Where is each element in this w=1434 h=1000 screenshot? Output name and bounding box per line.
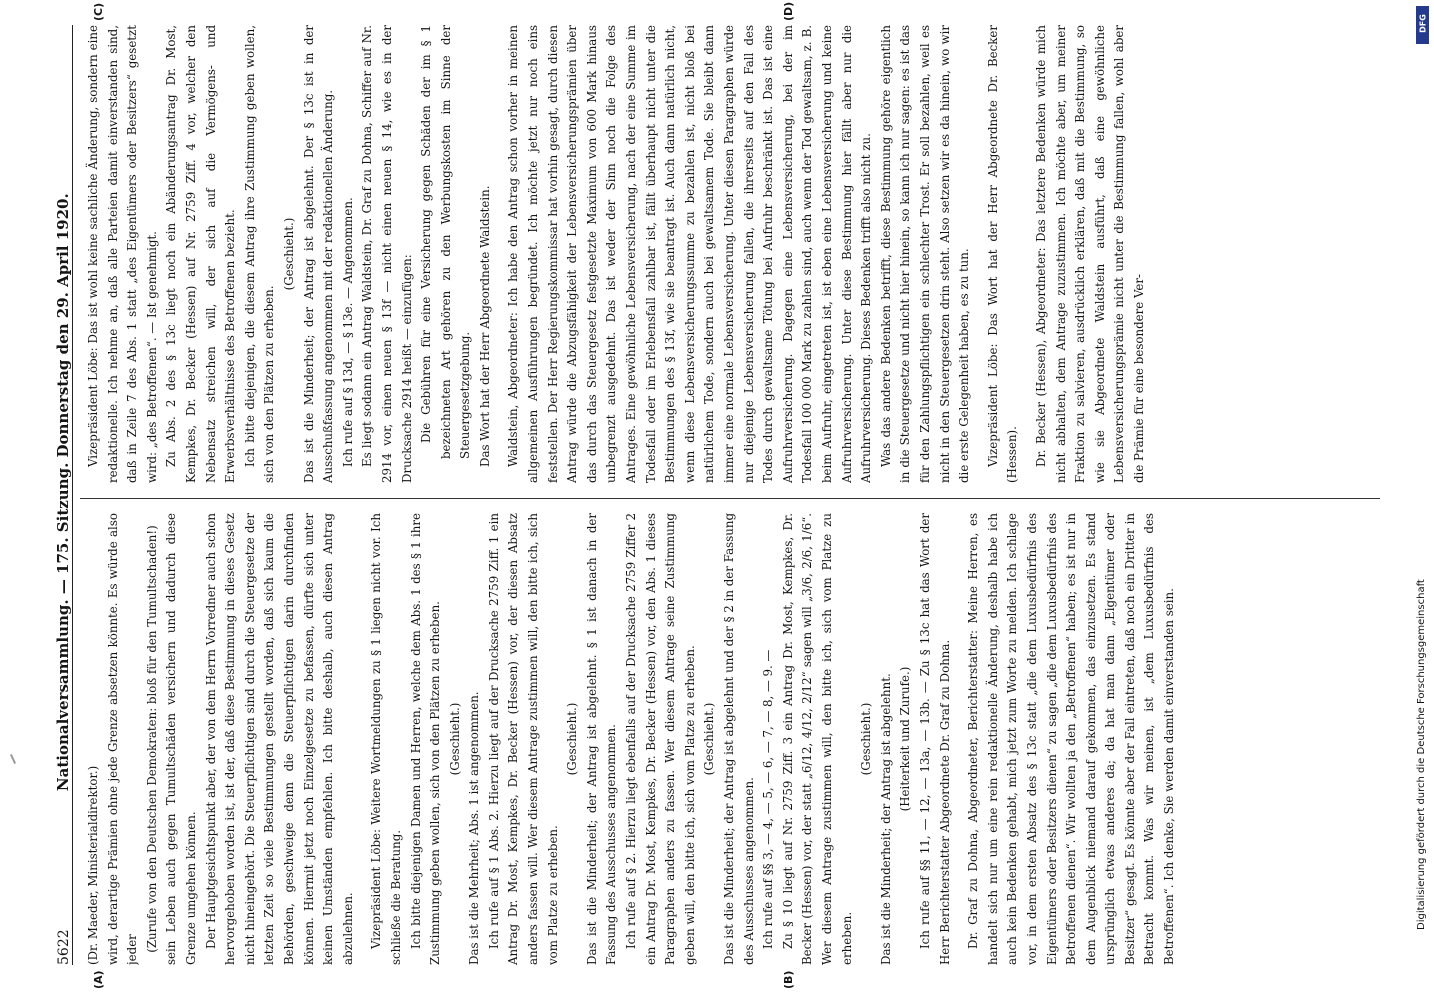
page-number: 5622 [56,929,72,965]
paragraph: Der Hauptgesichtspunkt aber, der von dem Herrn Vorredner auch schon hervorgehoben worden ist, ist der, daß diese Bestimmung in dieses Gesetz nicht hineingehört. Die Steuerpflichtigen sind durch die Steuergesetze der letzten Zeit so viele Bestimmungen gestellt worden, daß sich kaum die Behörden, geschweige denn die Steuerpflichtigen darin durchfinden können. Hiermit jetzt noch Einzelgesetze zu befassen, dürfte sich unter keinen Umständen empfehlen. Ich bitte deshalb, auch diesen Antrag abzulehnen. [203,513,355,965]
paragraph: Das ist die Minderheit; der Antrag ist abgelehnt. § 1 ist danach in der Fassung des Ausschusses angenommen. [584,513,619,965]
dfg-logo-icon [1416,6,1429,44]
paragraph: Ich rufe auf §§ 3, — 4, — 5, — 6, — 7, — 8, — 9. — [761,649,776,949]
digitization-credit [1414,10,1430,990]
paragraph: Ich bitte diejenigen, die diesem Antrag ihre Zustimmung geben wollen, sich von den Plätzen zu erheben. [242,25,277,483]
paragraph: Ich rufe auf §§ 11, — 12, — 13a, — 13b. — Zu § 13c hat das Wort der Herr Berichterstatter Abgeordnete Dr. Graf zu Dohna. [917,513,952,965]
quoted-motion: Die Gebühren für eine Versicherung gegen Schäden der im § 1 bezeichneten Art gehören zu den Werbungskosten im Sinne der Steuergesetzgebung. [419,25,473,459]
paragraph: (Dr. Maeder, Ministerialdirektor.) [86,765,100,965]
interjection: (Heiterkeit und Zurufe.) [898,666,913,812]
column-divider [80,498,1380,499]
paragraph: Das ist die Mehrheit; Abs. 1 ist angenommen. [467,691,482,965]
interjection: (Geschieht.) [702,702,717,776]
running-title: Nationalversammlung. — 175. Sitzung. Donnerstag den 29. April 1920. [54,193,72,792]
paragraph: Das Wort hat der Herr Abgeordnete Waldstein. [477,185,492,467]
paragraph: sein Leben auch gegen Tumultschäden versichern und dadurch diese Grenze umgehen können. [164,513,198,965]
paragraph: Das ist die Minderheit; der Antrag ist abgelehnt und der § 2 in der Fassung des Ausschusses angenommen. [722,513,756,965]
paragraph: Das ist die Minderheit; der Antrag ist abgelehnt. [878,673,893,965]
paragraph: Ich rufe auf § 1 Abs. 2. Hierzu liegt auf der Drucksache 2759 Ziff. 1 ein Antrag Dr. Most, Kempkes, Dr. Becker (Hessen) vor, der diesen Absatz anders fassen will. Wer diesem Antrage zustimmen will, den bitte ich, sich vom Platze zu erheben. [486,513,560,965]
paragraph: Dr. Becker (Hessen), Abgeordneter: Das letztere Bedenken würde mich nicht abhalten, dem Antrage zuzustimmen. Ich möchte aber, um meiner Fraktion zu salvieren, ausdrücklich erklären, daß mit die Bestimmung, so wie sie Abgeordnete Waldstein ausführt, daß eine gewöhnliche Lebensversicherungsprämie nicht unter die Bestimmung fallen, wohl aber die Prämie für eine besondere Ver- [1033,25,1146,483]
paragraph: Vizepräsident Löbe: Das ist wohl keine sachliche Änderung, sondern eine redaktionelle. Ich nehme an, daß alle Parteien damit einverstanden sind, daß in Zeile 7 des Abs. 1 statt „des Eigentümers oder Besitzers“ gesetzt wird: „des Betroffenen“. — Ist genehmigt. [86,25,159,483]
paragraph: Es liegt sodann ein Antrag Waldstein, Dr. Graf zu Dohna, Schiffer auf Nr. 2914 vor, einen neuen § 13f — nicht einen neuen § 14, wie es in der Drucksache 2914 heißt — einzufügen: [360,25,414,483]
paragraph: Was das andere Bedenken betrifft, diese Bestimmung gehöre eigentlich in die Steuergesetze und nicht hier hinein, so kann ich nur sagen: es ist das für den Zahlungspflichtigen ein schlechter Trost. Er soll bezahlen, weil es nicht in den Steuergesetzen drin steht. Also setzen wir es da hinein, wo wir die erste Gelegenheit haben, es zu tun. [878,25,972,483]
interjection: (Zurufe von den Deutschen Demokraten: bloß für den Tumultschaden!) [144,525,159,953]
margin-marker-b: (B) [782,970,795,989]
interjection: (Geschieht.) [281,217,296,291]
right-column [84,25,1384,483]
scan-artifact [10,754,16,764]
paragraph: Ich rufe auf § 2. Hierzu liegt ebenfalls auf der Drucksache 2759 Ziffer 2 ein Antrag Dr. Most, Kempkes, Dr. Becker (Hessen) vor, den Abs. 1 dieses Paragraphen anders zu fassen. Wer diesem Antrage seine Zustimmung geben will, den bitte ich, sich vom Platze zu erheben. [624,513,697,965]
paragraph: Das ist die Minderheit; der Antrag ist abgelehnt. Der § 13c ist in der Ausschußfassung angenommen mit der redaktionellen Änderung. [301,25,336,483]
interjection: (Geschieht.) [565,702,580,776]
margin-marker-a: (A) [92,970,105,989]
interjection: (Geschieht.) [447,702,462,776]
rotated-page [40,1,1400,989]
dfg-logo-text: DFG [1418,14,1428,33]
credit-text: Digitalisierung gefördert durch die Deutsche Forschungsgemeinschaft [1416,579,1427,930]
paragraph: wird, derartige Prämien ohne jede Grenze absetzen könnte. Es würde also jeder [105,513,140,965]
interjection: (Geschieht.) [859,702,874,776]
paragraph: Waldstein, Abgeordneter: Ich habe den Antrag schon vorher in meinen allgemeinen Ausführungen begründet. Ich möchte jetzt nur noch eins feststellen. Der Herr Regierungskommissar hat vorhin gesagt, durch diesen Antrag würde die Abzugsfähigkeit der Lebensversicherungsprämien über das durch das Steuergesetz festgesetzte Maximum von 600 Mark hinaus unbegrenzt ausgedehnt. Das ist weder der Sinn noch die Folge des Antrages. Eine gewöhnliche Lebensversicherung, nach der eine Summe im Todesfall oder im Erlebensfall zahlbar ist, fällt überhaupt nicht unter die Bestimmungen des § 13f, wie sie beantragt ist. Auch dann natürlich nicht, wenn diese Lebensversicherungssumme zu bezahlen ist, nicht bloß bei natürlichem Tode, sondern auch bei gewaltsamem Tode. Sie bleibt dann immer eine normale Lebensversicherung. Unter diesen Paragraphen würde nur diejenige Lebensversicherung fallen, die ihrerseits auf den Fall des Todes durch gewaltsame Tötung bei Aufruhr beschränkt ist. Das ist eine Aufruhrversicherung. Dagegen eine Lebensversicherung, bei der im Todesfall 100 000 Mark zu zahlen sind, auch wenn der Tod gewaltsam, z. B. beim Aufruhr, eingetreten ist, ist eben eine Lebensversicherung und keine Aufruhrversicherung. Unter diese Bestimmung hier fällt aber nur die Aufruhrversicherung. Dieses Bedenken trifft also nicht zu. [506,25,874,483]
left-column [84,513,1384,965]
margin-marker-c: (C) [92,2,105,21]
paragraph: Dr. Graf zu Dohna, Abgeordneter, Berichterstatter: Meine Herren, es handelt sich nur um eine rein redaktionelle Änderung, deshalb habe ich auch kein Bedenken gehabt, mich jetzt zum Worte zu melden. Ich schlage vor, in dem ersten Absatz des § 13c statt „die dem Luxusbedürfnis des Eigentümers oder Besitzers dienen“ zu sagen „die dem Luxusbedürfnis des Betroffenen dienen“. Wir wollten ja den „Betroffenen“ haben; es ist nur in dem Augenblick niemand darauf gekommen, das einzusetzen. Es stand ursprünglich etwas anderes da; da hat man dann „Eigentümer oder Besitzer“ gesagt. Es könnte aber der Fall eintreten, daß noch ein Dritter in Betracht kommt. Was wir meinen, ist „dem Luxusbedürfnis des Betroffenen“. Ich denke, Sie werden damit einverstanden sein. [966,513,1177,965]
paragraph: Vizepräsident Löbe: Weitere Wortmeldungen zu § 1 liegen nicht vor. Ich schließe die Beratung. [369,513,403,965]
paragraph: Zu Abs. 2 des § 13c liegt noch ein Abänderungsantrag Dr. Most, Kempkes, Dr. Becker (Hessen) auf Nr. 2759 Ziff. 4 vor, welcher den Nebensatz streichen will, der sich auf die Vermögens- und Erwerbsverhältnisse des Betroffenen bezieht. [164,25,238,483]
page-header [40,25,73,965]
paragraph: Ich bitte diejenigen Damen und Herren, welche dem Abs. 1 des § 1 ihre Zustimmung geben wollen, sich von den Plätzen zu erheben. [408,513,443,965]
paragraph: Ich rufe auf § 13d, — § 13e. — Angenommen. [340,197,355,467]
paragraph: Zu § 10 liegt auf Nr. 2759 Ziff. 3 ein Antrag Dr. Most, Kempkes, Dr. Becker (Hessen) vor, der statt „6/12, 4/12, 2/12“ sagen will „3/6, 2/6, 1/6“. Wer diesem Antrage zustimmen will, den bitte ich, sich vom Platze zu erheben. [780,513,854,965]
paragraph: Vizepräsident Löbe: Das Wort hat der Herr Abgeordnete Dr. Becker (Hessen). [985,25,1020,483]
margin-marker-d: (D) [782,1,795,21]
